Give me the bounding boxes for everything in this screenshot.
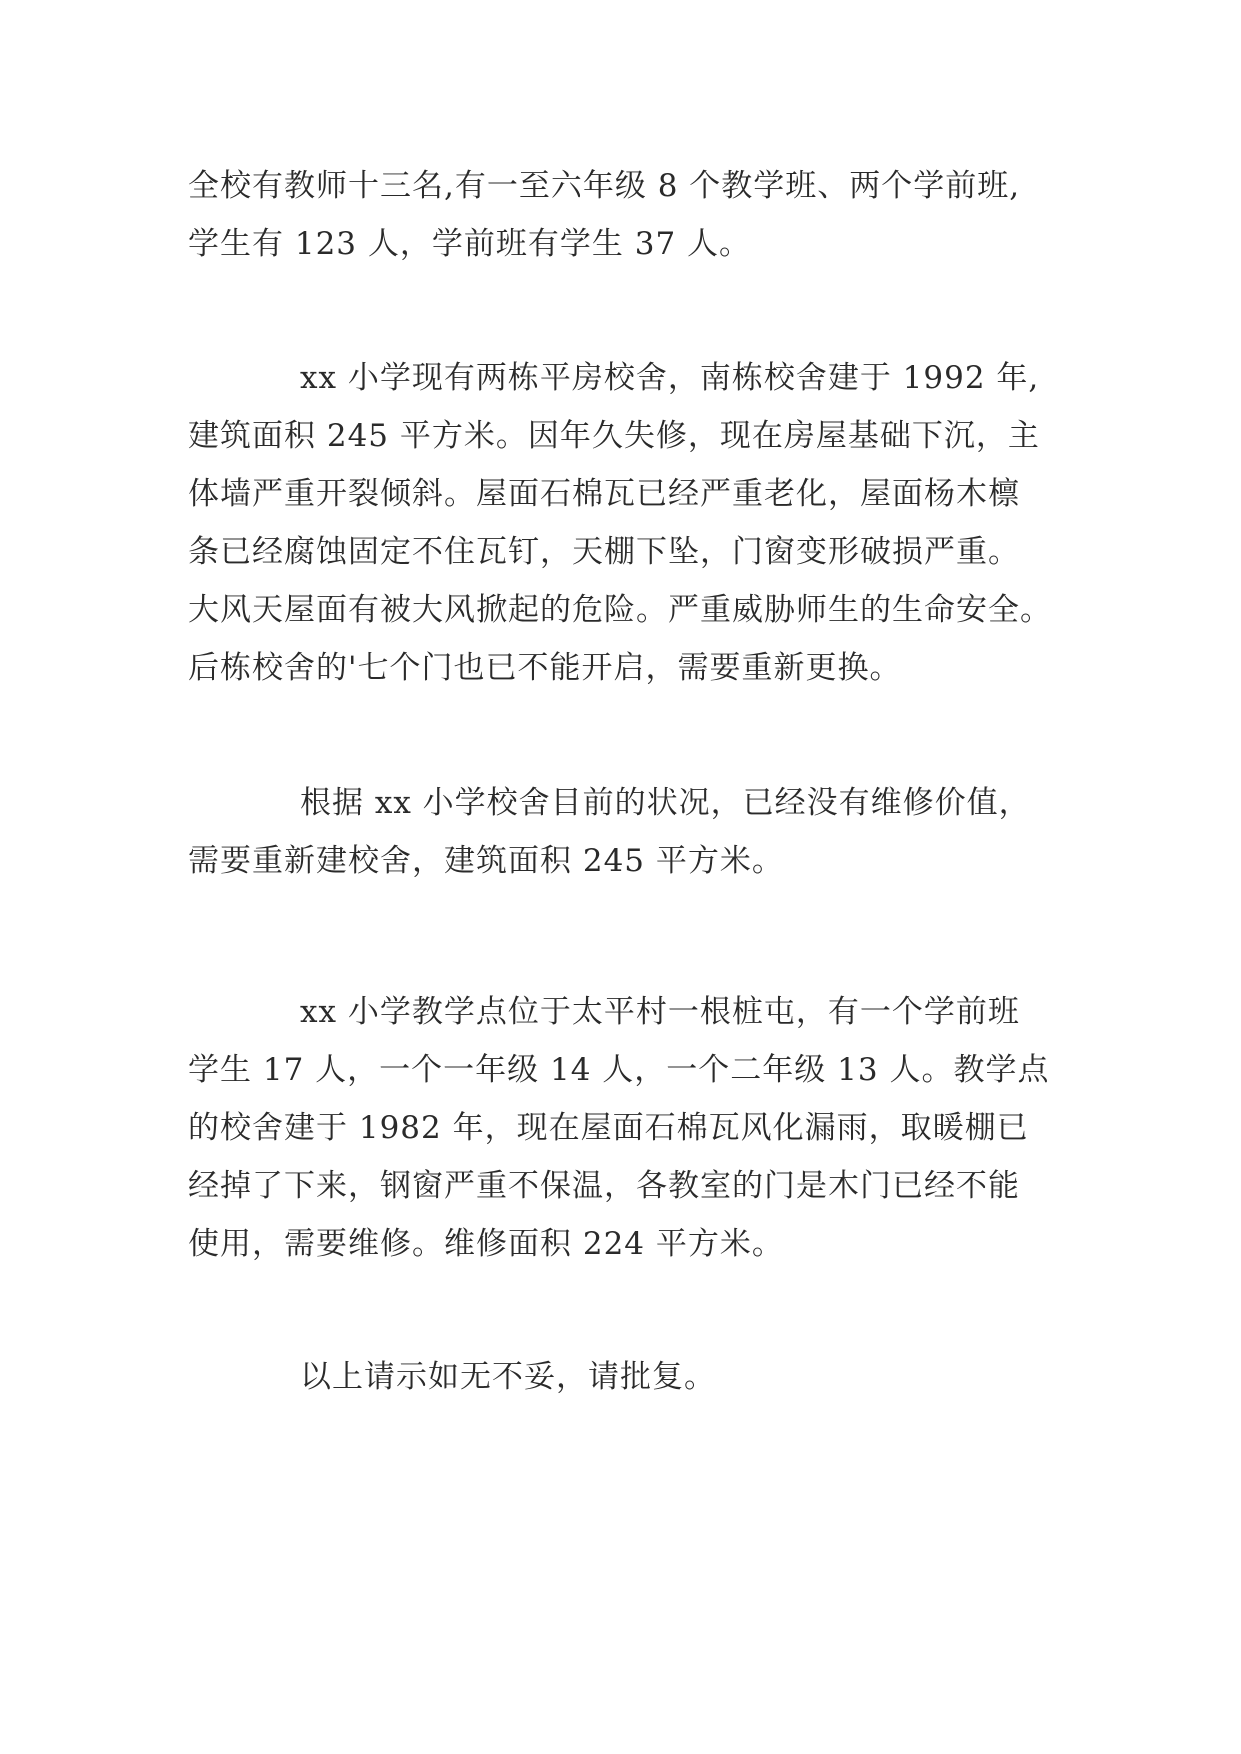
paragraph-rebuild-request — [188, 774, 1068, 890]
text-line: 建筑面积 245 平方米。因年久失修，现在房屋基础下沉，主 — [188, 418, 1040, 454]
text-line: 学生 17 人，一个一年级 14 人，一个二年级 13 人。教学点 — [188, 1052, 1050, 1088]
text-line: 使用，需要维修。维修面积 224 平方米。 — [188, 1226, 784, 1262]
text-line: 全校有教师十三名,有一至六年级 8 个教学班、两个学前班, — [188, 168, 1021, 204]
text-line: 条已经腐蚀固定不住瓦钉，天棚下坠，门窗变形破损严重。 — [188, 534, 1020, 570]
paragraph-school-overview — [188, 157, 1068, 273]
text-line: 根据 xx 小学校舍目前的状况，已经没有维修价值， — [300, 785, 1031, 821]
paragraph-building-condition — [188, 349, 1068, 697]
paragraph-closing — [188, 1348, 1068, 1406]
text-line: 以上请示如无不妥，请批复。 — [300, 1359, 716, 1395]
text-line: xx 小学现有两栋平房校舍，南栋校舍建于 1992 年, — [300, 360, 1040, 396]
text-line: xx 小学教学点位于太平村一根桩屯，有一个学前班 — [300, 994, 1020, 1030]
text-line: 体墙严重开裂倾斜。屋面石棉瓦已经严重老化，屋面杨木檩 — [188, 476, 1020, 512]
text-line: 经掉了下来，钢窗严重不保温，各教室的门是木门已经不能 — [188, 1168, 1020, 1204]
text-line: 的校舍建于 1982 年，现在屋面石棉瓦风化漏雨，取暖棚已 — [188, 1110, 1029, 1146]
text-line: 学生有 123 人，学前班有学生 37 人。 — [188, 226, 752, 262]
text-line: 需要重新建校舍，建筑面积 245 平方米。 — [188, 843, 784, 879]
text-line: 大风天屋面有被大风掀起的危险。严重威胁师生的生命安全。 — [188, 592, 1052, 628]
paragraph-teaching-point — [188, 983, 1068, 1273]
text-line: 后栋校舍的'七个门也已不能开启，需要重新更换。 — [188, 650, 902, 686]
